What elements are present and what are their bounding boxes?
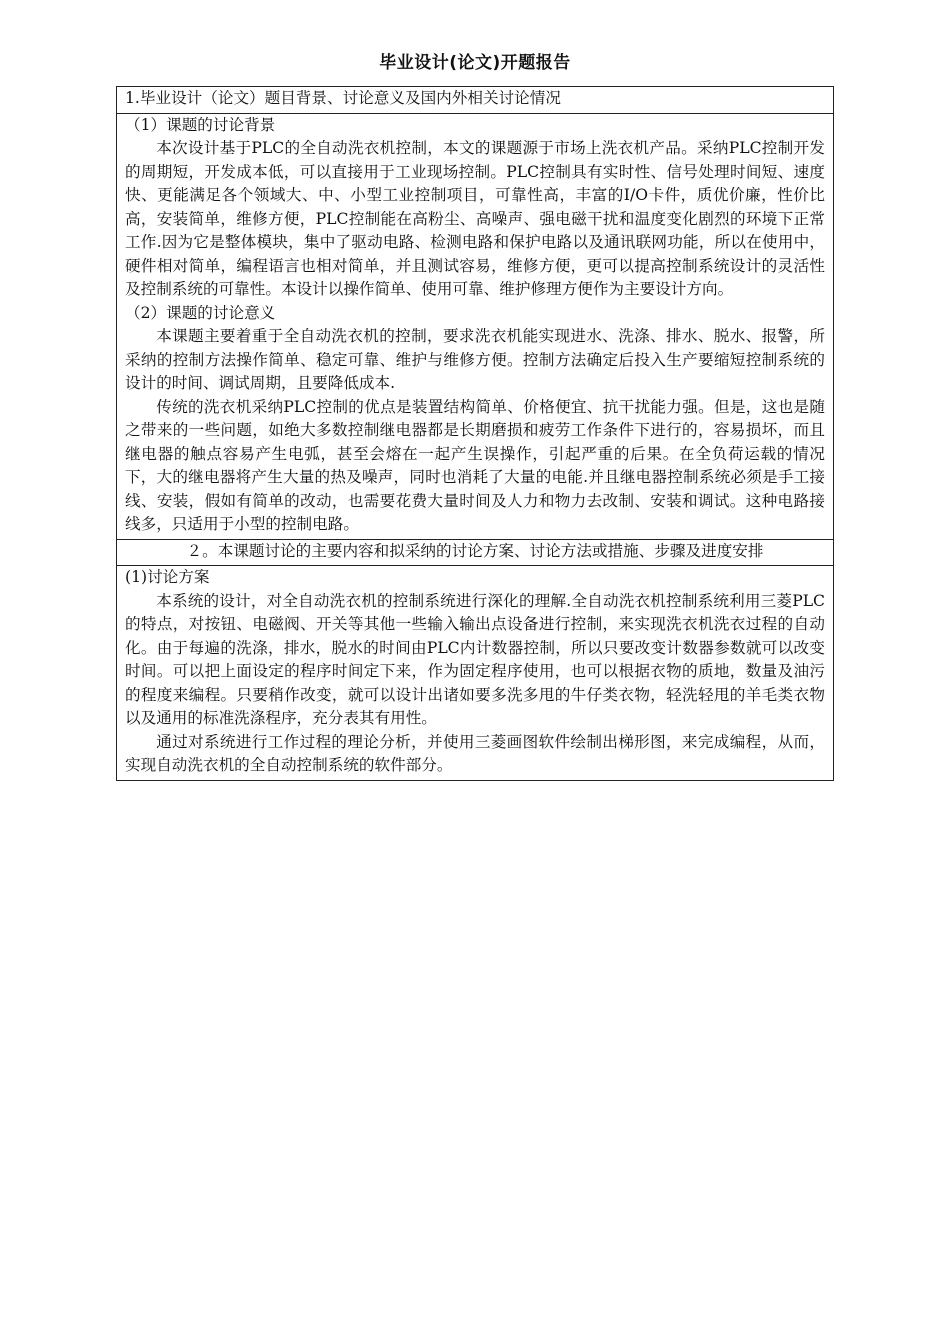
- plan-paragraph: 本系统的设计，对全自动洗衣机的控制系统进行深化的理解.全自动洗衣机控制系统利用三菱PLC的特点，对按钮、电磁阀、开关等其他一些输入输出点设备进行控制，来实现洗衣机洗衣过程的自动化。由于每遍的洗涤，排水，脱水的时间由PLC内计数器控制，所以只要改变计数器参数就可以改变时间。可以把上面设定的程序时间定下来，作为固定程序使用，也可以根据衣物的质地，数量及油污的程度来编程。只要稍作改变，就可以设计出诸如要多洗多甩的牛仔类衣物，轻洗轻甩的羊毛类衣物以及通用的标准洗涤程序，充分表其有用性。: [125, 591, 825, 727]
- plan-paragraph: 通过对系统进行工作过程的理论分析，并使用三菱画图软件绘制出梯形图，来完成编程，从而，实现自动洗衣机的全自动控制系统的软件部分。: [125, 732, 825, 774]
- significance-paragraph: 传统的洗衣机采纳PLC控制的优点是装置结构简单、价格便宜、抗干扰能力强。但是，这也是随之带来的一些问题，如绝大多数控制继电器都是长期磨损和疲劳工作条件下进行的，容易损坏，而且继电器的触点容易产生电弧，甚至会熔在一起产生误操作，引起严重的后果。在全负荷运载的情况下，大的继电器将产生大量的热及噪声，同时也消耗了大量的电能.并且继电器控制系统必须是手工接线、安装，假如有简单的改动，也需要花费大量时间及人力和物力去改制、安装和调试。这种电路接线多，只适用于小型的控制电路。: [125, 397, 825, 533]
- page-title: 毕业设计(论文)开题报告: [379, 53, 571, 73]
- section1-body-row: [117, 113, 834, 539]
- background-paragraph: 本次设计基于PLC的全自动洗衣机控制，本文的课题源于市场上洗衣机产品。采纳PLC控制开发的周期短，开发成本低，可以直接用于工业现场控制。PLC控制具有实时性、信号处理时间短、速度快、更能满足各个领域大、中、小型工业控制项目，可靠性高，丰富的I/O卡件，质优价廉，性价比高，安装简单，维修方便，PLC控制能在高粉尘、高噪声、强电磁干扰和温度变化剧烈的环境下正常工作.因为它是整体模块，集中了驱动电路、检测电路和保护电路以及通讯联网功能，所以在使用中，硬件相对简单，编程语言也相对简单，并且测试容易，维修方便，更可以提高控制系统设计的灵活性及控制系统的可靠性。本设计以操作简单、使用可靠、维护修理方便作为主要设计方向。: [125, 139, 825, 298]
- significance-paragraph: 本课题主要着重于全自动洗衣机的控制，要求洗衣机能实现进水、洗涤、排水、脱水、报警，所采纳的控制方法操作简单、稳定可靠、维护与维修方便。控制方法确定后投入生产要缩短控制系统的设计的时间、调试周期，且要降低成本.: [125, 327, 825, 392]
- section2-body: [117, 566, 834, 781]
- section2-body-row: [117, 566, 834, 781]
- plan-subheading: (1)讨论方案: [125, 568, 210, 586]
- report-table: [116, 86, 834, 781]
- section1-body: [117, 113, 834, 539]
- section2-header-row: [117, 539, 834, 566]
- background-subheading: （1）课题的讨论背景: [125, 115, 276, 134]
- section1-header-row: [117, 87, 834, 114]
- section2-header: ２。本课题讨论的主要内容和拟采纳的讨论方案、讨论方法或措施、步骤及进度安排: [117, 539, 834, 566]
- section1-header: 1.毕业设计（论文）题目背景、讨论意义及国内外相关讨论情况: [117, 87, 834, 114]
- significance-subheading: （2）课题的讨论意义: [125, 303, 276, 322]
